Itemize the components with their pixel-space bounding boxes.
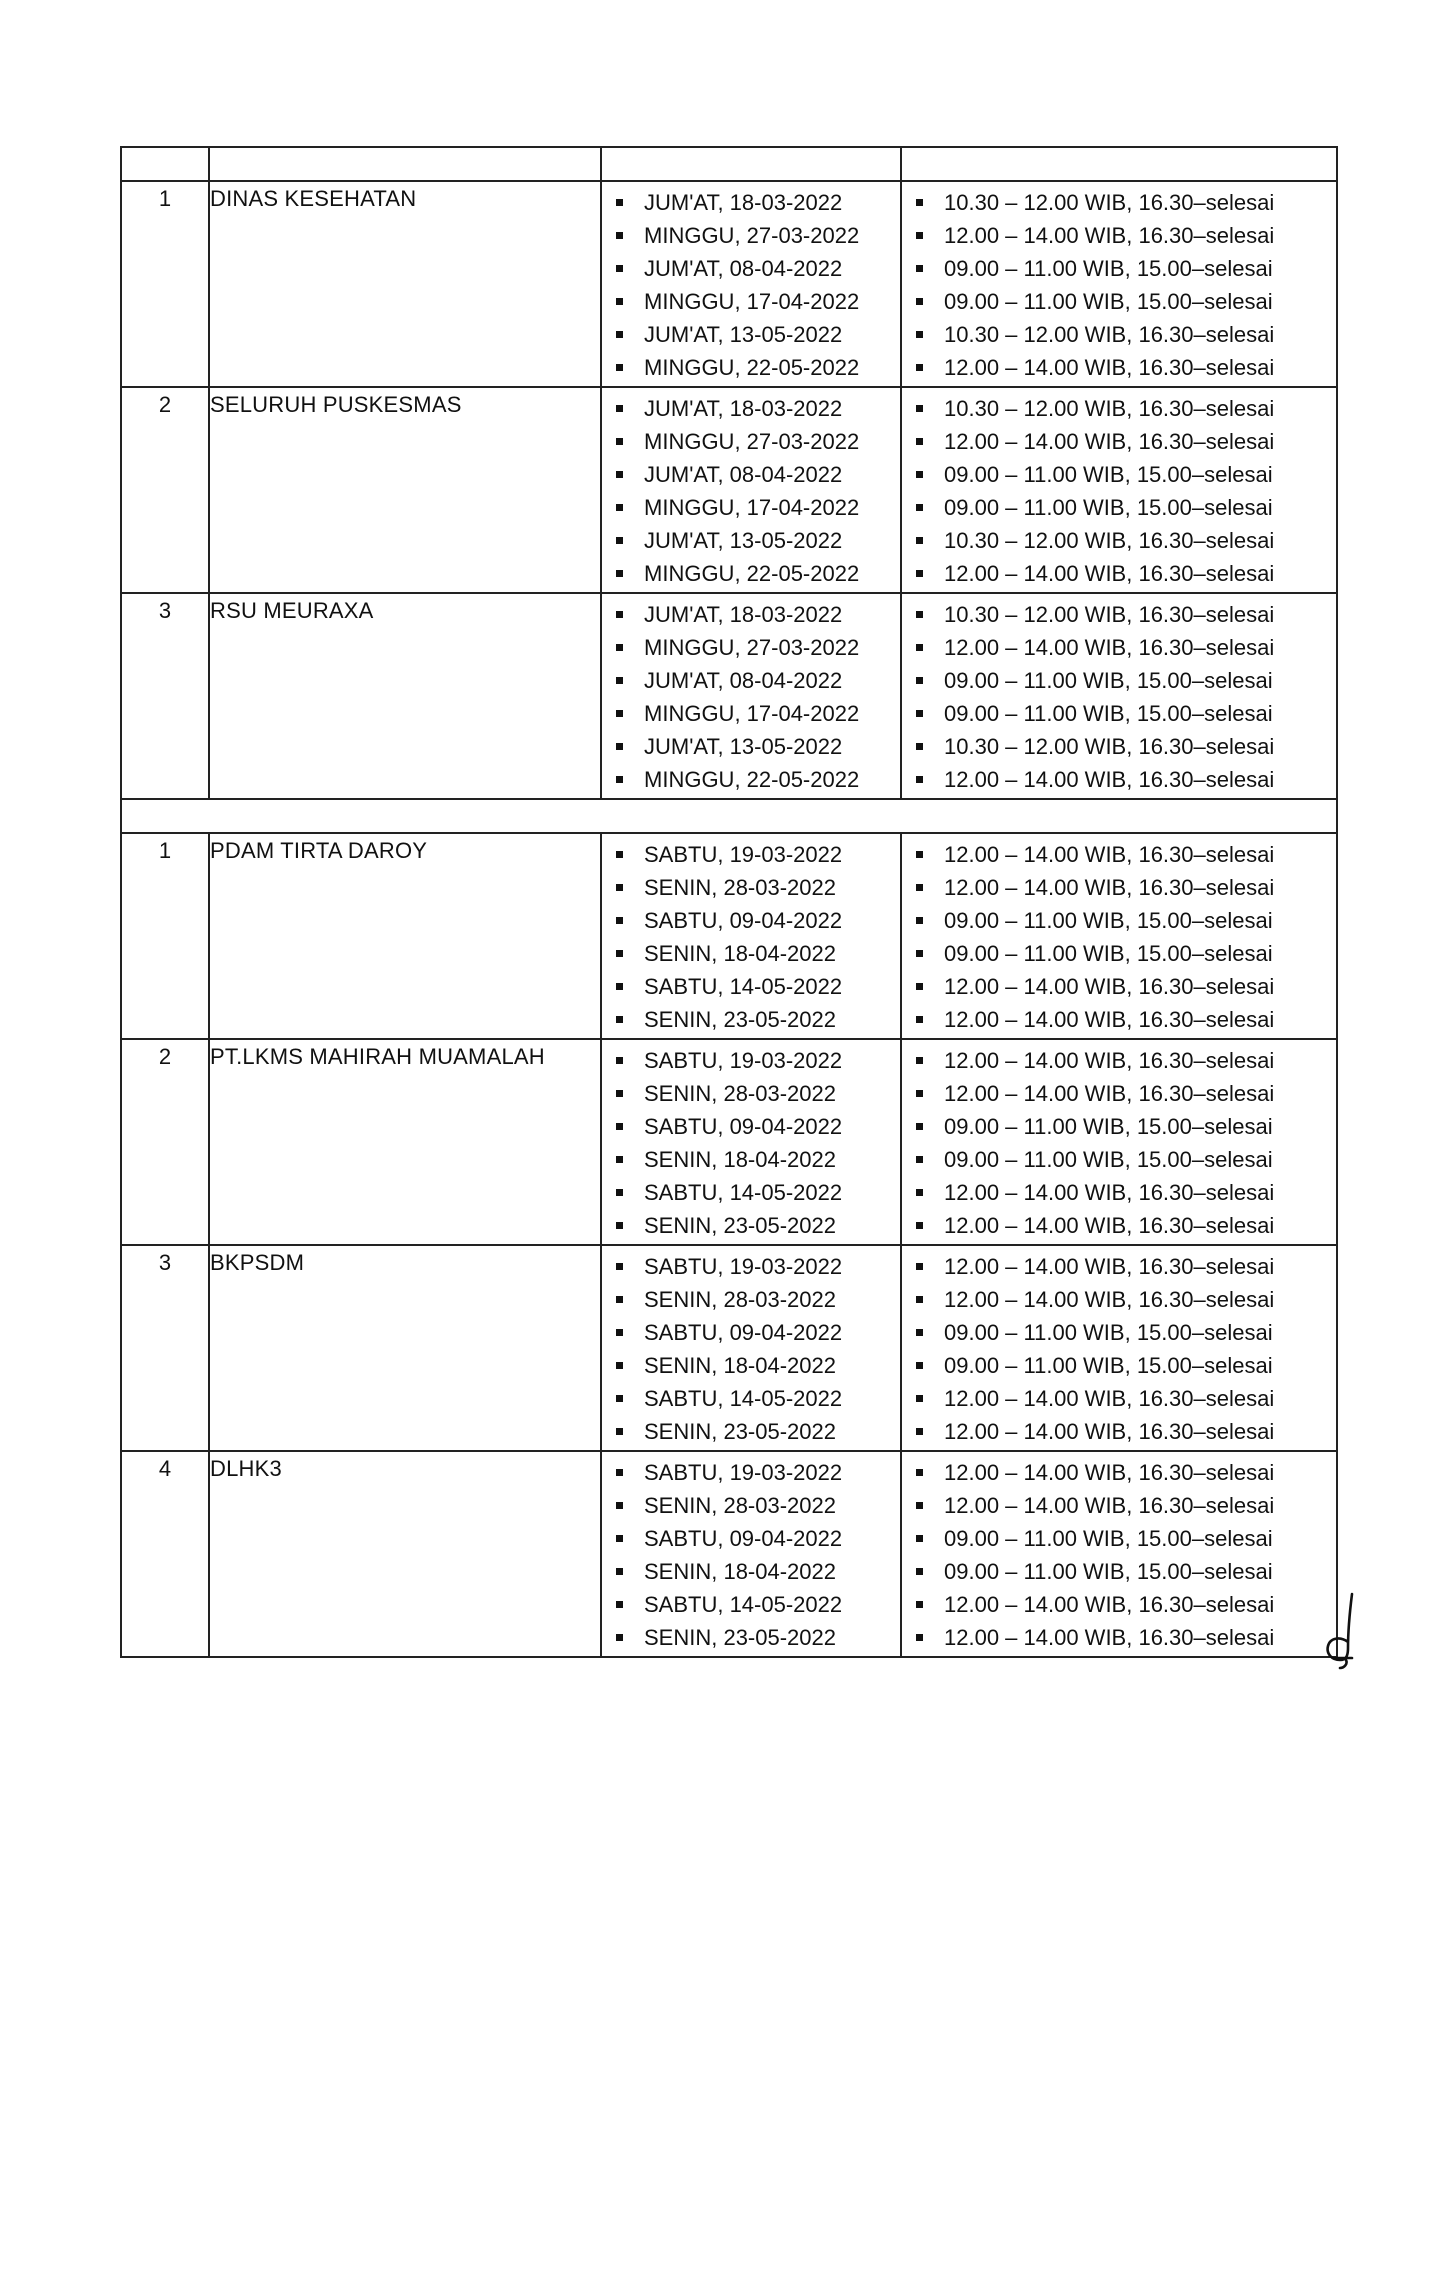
table-row [121, 1245, 1337, 1451]
schedule-time-item: 09.00 – 11.00 WIB, 15.00–selesai [902, 1110, 1336, 1143]
unit-name: DINAS KESEHATAN [209, 181, 601, 387]
unit-name: RSU MEURAXA [209, 593, 601, 799]
row-number: 1 [121, 181, 209, 387]
schedule-time-item: 09.00 – 11.00 WIB, 15.00–selesai [902, 904, 1336, 937]
schedule-date-item: SENIN, 28-03-2022 [602, 1489, 900, 1522]
row-number: 3 [121, 1245, 209, 1451]
schedule-date-item: MINGGU, 17-04-2022 [602, 697, 900, 730]
schedule-date-item: MINGGU, 27-03-2022 [602, 425, 900, 458]
schedule-date-item: JUM'AT, 18-03-2022 [602, 186, 900, 219]
header-unit [209, 147, 601, 181]
schedule-date-item: SENIN, 28-03-2022 [602, 871, 900, 904]
schedule-date-item: SENIN, 23-05-2022 [602, 1209, 900, 1242]
section-separator-row [121, 799, 1337, 833]
schedule-time-cell [901, 1039, 1337, 1245]
table-header-row [121, 147, 1337, 181]
schedule-time-item: 09.00 – 11.00 WIB, 15.00–selesai [902, 1522, 1336, 1555]
schedule-time-item: 09.00 – 11.00 WIB, 15.00–selesai [902, 1143, 1336, 1176]
schedule-date-item: JUM'AT, 13-05-2022 [602, 524, 900, 557]
table-row [121, 593, 1337, 799]
schedule-date-cell [601, 1451, 901, 1657]
header-time [901, 147, 1337, 181]
schedule-time-item: 10.30 – 12.00 WIB, 16.30–selesai [902, 524, 1336, 557]
schedule-date-list [602, 594, 900, 798]
schedule-time-item: 09.00 – 11.00 WIB, 15.00–selesai [902, 1316, 1336, 1349]
schedule-time-item: 12.00 – 14.00 WIB, 16.30–selesai [902, 1456, 1336, 1489]
schedule-date-item: SENIN, 18-04-2022 [602, 1143, 900, 1176]
row-number: 4 [121, 1451, 209, 1657]
schedule-time-list [902, 1040, 1336, 1244]
schedule-date-item: MINGGU, 22-05-2022 [602, 763, 900, 796]
schedule-date-item: SENIN, 18-04-2022 [602, 937, 900, 970]
signature-initial [1318, 1590, 1364, 1670]
schedule-time-item: 09.00 – 11.00 WIB, 15.00–selesai [902, 937, 1336, 970]
schedule-time-item: 12.00 – 14.00 WIB, 16.30–selesai [902, 351, 1336, 384]
schedule-date-item: MINGGU, 17-04-2022 [602, 491, 900, 524]
schedule-date-cell [601, 387, 901, 593]
schedule-time-item: 09.00 – 11.00 WIB, 15.00–selesai [902, 285, 1336, 318]
schedule-date-list [602, 834, 900, 1038]
schedule-time-list [902, 388, 1336, 592]
schedule-time-item: 12.00 – 14.00 WIB, 16.30–selesai [902, 1209, 1336, 1242]
table-row [121, 1451, 1337, 1657]
schedule-date-item: JUM'AT, 13-05-2022 [602, 318, 900, 351]
schedule-date-list [602, 388, 900, 592]
schedule-time-item: 12.00 – 14.00 WIB, 16.30–selesai [902, 1077, 1336, 1110]
table-row [121, 181, 1337, 387]
schedule-date-item: MINGGU, 22-05-2022 [602, 557, 900, 590]
schedule-date-item: SENIN, 23-05-2022 [602, 1003, 900, 1036]
unit-name: PDAM TIRTA DAROY [209, 833, 601, 1039]
schedule-date-item: SENIN, 18-04-2022 [602, 1555, 900, 1588]
schedule-time-item: 09.00 – 11.00 WIB, 15.00–selesai [902, 1349, 1336, 1382]
schedule-date-item: JUM'AT, 18-03-2022 [602, 598, 900, 631]
schedule-time-item: 12.00 – 14.00 WIB, 16.30–selesai [902, 1415, 1336, 1448]
unit-name: BKPSDM [209, 1245, 601, 1451]
schedule-date-item: SABTU, 19-03-2022 [602, 838, 900, 871]
schedule-date-item: JUM'AT, 08-04-2022 [602, 664, 900, 697]
row-number: 1 [121, 833, 209, 1039]
schedule-time-item: 09.00 – 11.00 WIB, 15.00–selesai [902, 252, 1336, 285]
schedule-time-item: 12.00 – 14.00 WIB, 16.30–selesai [902, 1250, 1336, 1283]
schedule-time-item: 10.30 – 12.00 WIB, 16.30–selesai [902, 318, 1336, 351]
schedule-date-item: SENIN, 28-03-2022 [602, 1077, 900, 1110]
schedule-time-cell [901, 833, 1337, 1039]
schedule-date-item: MINGGU, 27-03-2022 [602, 631, 900, 664]
schedule-time-list [902, 834, 1336, 1038]
schedule-date-item: SABTU, 09-04-2022 [602, 1110, 900, 1143]
schedule-date-item: SABTU, 14-05-2022 [602, 1588, 900, 1621]
schedule-time-item: 10.30 – 12.00 WIB, 16.30–selesai [902, 392, 1336, 425]
schedule-time-list [902, 1452, 1336, 1656]
schedule-time-list [902, 594, 1336, 798]
row-number: 2 [121, 387, 209, 593]
schedule-date-list [602, 1452, 900, 1656]
schedule-date-item: SABTU, 19-03-2022 [602, 1044, 900, 1077]
schedule-time-item: 12.00 – 14.00 WIB, 16.30–selesai [902, 631, 1336, 664]
schedule-date-item: MINGGU, 17-04-2022 [602, 285, 900, 318]
schedule-time-item: 12.00 – 14.00 WIB, 16.30–selesai [902, 425, 1336, 458]
section-label [121, 799, 1337, 833]
schedule-date-item: SENIN, 28-03-2022 [602, 1283, 900, 1316]
schedule-date-list [602, 182, 900, 386]
schedule-date-item: SABTU, 14-05-2022 [602, 1176, 900, 1209]
table-row [121, 387, 1337, 593]
schedule-time-item: 12.00 – 14.00 WIB, 16.30–selesai [902, 1621, 1336, 1654]
schedule-date-cell [601, 833, 901, 1039]
schedule-time-item: 09.00 – 11.00 WIB, 15.00–selesai [902, 491, 1336, 524]
schedule-time-cell [901, 1245, 1337, 1451]
unit-name: PT.LKMS MAHIRAH MUAMALAH [209, 1039, 601, 1245]
unit-name: SELURUH PUSKESMAS [209, 387, 601, 593]
schedule-date-item: SENIN, 23-05-2022 [602, 1621, 900, 1654]
schedule-time-cell [901, 1451, 1337, 1657]
schedule-time-item: 12.00 – 14.00 WIB, 16.30–selesai [902, 1003, 1336, 1036]
schedule-date-item: SABTU, 09-04-2022 [602, 904, 900, 937]
schedule-date-list [602, 1246, 900, 1450]
schedule-time-item: 12.00 – 14.00 WIB, 16.30–selesai [902, 838, 1336, 871]
schedule-time-item: 09.00 – 11.00 WIB, 15.00–selesai [902, 664, 1336, 697]
schedule-date-item: SABTU, 09-04-2022 [602, 1522, 900, 1555]
schedule-time-item: 12.00 – 14.00 WIB, 16.30–selesai [902, 219, 1336, 252]
schedule-date-item: MINGGU, 22-05-2022 [602, 351, 900, 384]
schedule-time-cell [901, 181, 1337, 387]
header-no [121, 147, 209, 181]
schedule-time-item: 12.00 – 14.00 WIB, 16.30–selesai [902, 1588, 1336, 1621]
schedule-time-item: 12.00 – 14.00 WIB, 16.30–selesai [902, 1176, 1336, 1209]
schedule-time-item: 12.00 – 14.00 WIB, 16.30–selesai [902, 1382, 1336, 1415]
schedule-table [120, 146, 1338, 1658]
schedule-time-item: 09.00 – 11.00 WIB, 15.00–selesai [902, 697, 1336, 730]
schedule-date-item: SABTU, 09-04-2022 [602, 1316, 900, 1349]
schedule-date-item: SABTU, 19-03-2022 [602, 1456, 900, 1489]
schedule-time-list [902, 1246, 1336, 1450]
header-date [601, 147, 901, 181]
schedule-time-cell [901, 593, 1337, 799]
schedule-date-item: JUM'AT, 18-03-2022 [602, 392, 900, 425]
schedule-date-cell [601, 1245, 901, 1451]
schedule-date-cell [601, 593, 901, 799]
schedule-date-item: MINGGU, 27-03-2022 [602, 219, 900, 252]
schedule-date-item: SENIN, 23-05-2022 [602, 1415, 900, 1448]
schedule-time-item: 12.00 – 14.00 WIB, 16.30–selesai [902, 1489, 1336, 1522]
row-number: 2 [121, 1039, 209, 1245]
schedule-time-item: 12.00 – 14.00 WIB, 16.30–selesai [902, 763, 1336, 796]
schedule-date-item: JUM'AT, 08-04-2022 [602, 458, 900, 491]
schedule-time-item: 12.00 – 14.00 WIB, 16.30–selesai [902, 970, 1336, 1003]
schedule-time-item: 09.00 – 11.00 WIB, 15.00–selesai [902, 1555, 1336, 1588]
schedule-date-cell [601, 181, 901, 387]
schedule-date-item: SABTU, 14-05-2022 [602, 970, 900, 1003]
schedule-date-item: SENIN, 18-04-2022 [602, 1349, 900, 1382]
schedule-date-item: JUM'AT, 13-05-2022 [602, 730, 900, 763]
schedule-time-item: 10.30 – 12.00 WIB, 16.30–selesai [902, 598, 1336, 631]
schedule-time-item: 09.00 – 11.00 WIB, 15.00–selesai [902, 458, 1336, 491]
row-number: 3 [121, 593, 209, 799]
schedule-date-cell [601, 1039, 901, 1245]
schedule-time-cell [901, 387, 1337, 593]
schedule-time-item: 12.00 – 14.00 WIB, 16.30–selesai [902, 1283, 1336, 1316]
schedule-time-item: 10.30 – 12.00 WIB, 16.30–selesai [902, 186, 1336, 219]
schedule-date-item: JUM'AT, 08-04-2022 [602, 252, 900, 285]
schedule-date-item: SABTU, 14-05-2022 [602, 1382, 900, 1415]
unit-name: DLHK3 [209, 1451, 601, 1657]
schedule-time-item: 12.00 – 14.00 WIB, 16.30–selesai [902, 871, 1336, 904]
table-row [121, 833, 1337, 1039]
table-row [121, 1039, 1337, 1245]
schedule-time-item: 10.30 – 12.00 WIB, 16.30–selesai [902, 730, 1336, 763]
schedule-date-item: SABTU, 19-03-2022 [602, 1250, 900, 1283]
schedule-time-item: 12.00 – 14.00 WIB, 16.30–selesai [902, 557, 1336, 590]
schedule-time-list [902, 182, 1336, 386]
schedule-time-item: 12.00 – 14.00 WIB, 16.30–selesai [902, 1044, 1336, 1077]
schedule-date-list [602, 1040, 900, 1244]
